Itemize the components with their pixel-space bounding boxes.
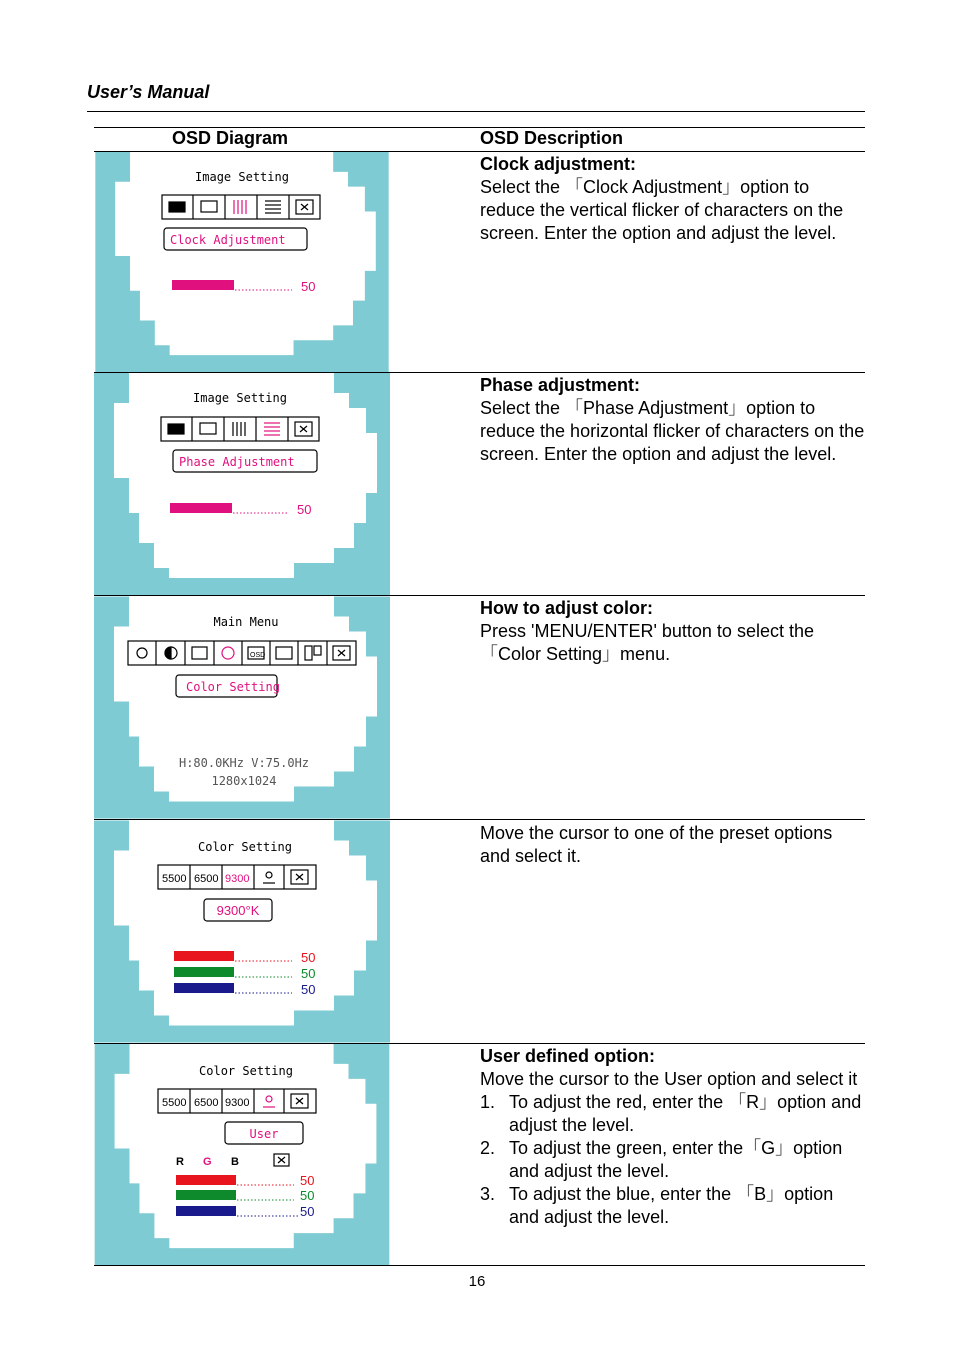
desc-text: Move the cursor to one of the preset options and select it. — [480, 823, 833, 866]
steps-list — [480, 1091, 865, 1229]
level-value: 50 — [301, 279, 316, 294]
blue-value: 50 — [300, 1204, 315, 1219]
desc-title: Phase adjustment: — [480, 375, 641, 395]
desc-user — [480, 1045, 865, 1229]
desc-phase — [480, 374, 865, 466]
level-bar — [172, 280, 292, 290]
preset-9300: 9300 — [225, 1097, 250, 1109]
step-number: 1. — [480, 1092, 496, 1112]
table-bottom-rule — [94, 1265, 865, 1266]
desc-clock — [480, 153, 865, 245]
osd-diagram-user — [94, 1044, 390, 1265]
user-label: User — [249, 1127, 279, 1141]
manual-title: User’s Manual — [87, 82, 210, 102]
desc-text: Select the 「Phase Adjustment」option to reduce the horizontal flicker of characters on the screen. Enter the option and adjust the level. — [480, 398, 865, 464]
list-item — [480, 1091, 865, 1137]
osd-selected-label: Phase Adjustment — [179, 455, 295, 469]
osd-selected-label: Clock Adjustment — [170, 233, 286, 247]
green-value: 50 — [301, 966, 316, 981]
desc-color-preset — [480, 822, 865, 868]
page-number: 16 — [468, 1273, 486, 1290]
step-text: To adjust the green, enter the「G」option and adjust the level. — [509, 1138, 843, 1181]
b-label: B — [231, 1156, 239, 1168]
frequency-text: H:80.0KHz V:75.0Hz — [178, 756, 310, 770]
red-value: 50 — [300, 1173, 315, 1188]
preset-6500: 6500 — [194, 1097, 219, 1109]
osd-diagram-main-menu — [94, 596, 390, 819]
osd-title: Main Menu — [213, 615, 279, 629]
g-label: G — [203, 1156, 212, 1168]
svg-text:OSD: OSD — [250, 652, 266, 659]
red-value: 50 — [301, 950, 316, 965]
preset-5500: 5500 — [162, 873, 187, 885]
exit-icon — [274, 1154, 289, 1166]
r-label: R — [176, 1156, 184, 1168]
green-value: 50 — [300, 1188, 315, 1203]
step-text: To adjust the red, enter the 「R」option and adjust the level. — [509, 1092, 862, 1135]
col-head-description: OSD Description — [480, 128, 624, 148]
desc-text: Select the 「Clock Adjustment」option to reduce the vertical flicker of characters on the screen. Enter the option and adjust the level. — [480, 177, 844, 243]
resolution-text: 1280x1024 — [211, 774, 277, 788]
desc-text: Move the cursor to the User option and select it — [480, 1069, 858, 1089]
osd-selected-label: Color Setting — [186, 680, 280, 694]
osd-diagram-color-preset — [94, 820, 390, 1043]
osd-diagram-clock — [94, 152, 390, 372]
rgb-level-bars — [176, 1175, 298, 1216]
preset-9300: 9300 — [225, 873, 250, 885]
rgb-level-bars — [174, 951, 292, 993]
step-number: 3. — [480, 1184, 496, 1204]
osd-title: Color Setting — [198, 840, 292, 854]
osd-diagram-phase — [94, 373, 390, 595]
col-head-diagram: OSD Diagram — [172, 128, 289, 148]
blue-value: 50 — [301, 982, 316, 997]
desc-main-menu — [480, 597, 865, 666]
level-value: 50 — [297, 502, 312, 517]
header-rule — [87, 111, 865, 112]
list-item — [480, 1137, 865, 1183]
preset-selected-label: 9300°K — [216, 903, 260, 918]
list-item — [480, 1183, 865, 1229]
osd-icon-bar — [128, 641, 356, 665]
desc-title: Clock adjustment: — [480, 154, 637, 174]
step-number: 2. — [480, 1138, 496, 1158]
osd-title: Color Setting — [199, 1064, 293, 1078]
desc-text: Press 'MENU/ENTER' button to select the 「Color Setting」menu. — [480, 621, 814, 664]
osd-icon-bar — [162, 195, 320, 219]
osd-icon-bar — [161, 417, 319, 441]
preset-6500: 6500 — [194, 873, 219, 885]
osd-title: Image Setting — [193, 391, 287, 405]
preset-5500: 5500 — [162, 1097, 187, 1109]
desc-title: User defined option: — [480, 1046, 655, 1066]
desc-title: How to adjust color: — [480, 598, 653, 618]
step-text: To adjust the blue, enter the 「B」option and adjust the level. — [509, 1184, 834, 1227]
osd-title: Image Setting — [195, 170, 289, 184]
level-bar — [170, 503, 288, 513]
